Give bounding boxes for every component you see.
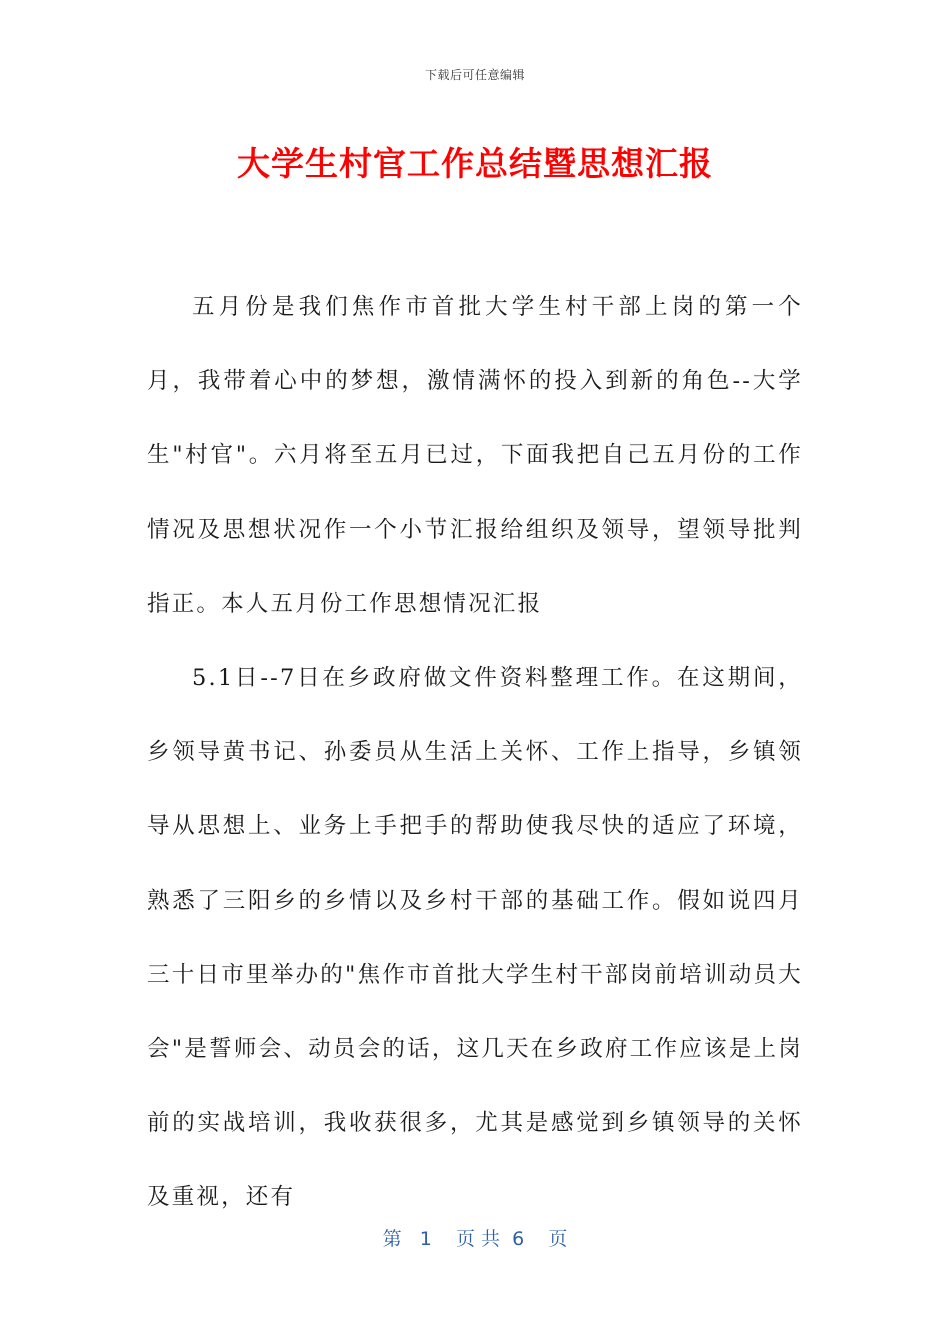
header-note: 下载后可任意编辑 xyxy=(424,68,525,82)
page-number-footer: 第 1 页 共 6 页 xyxy=(382,1228,568,1250)
paragraph: 五月份是我们焦作市首批大学生村干部上岗的第一个月，我带着心中的梦想，激情满怀的投入到新的角色--大学生"村官"。六月将至五月已过，下面我把自己五月份的工作情况及思想状况作一个小节汇报给组织及领导，望领导批判指正。本人五月份工作思想情况汇报 xyxy=(147,294,803,617)
paragraph: 5.1日--7日在乡政府做文件资料整理工作。在这期间，乡领导黄书记、孙委员从生活上关怀、工作上指导，乡镇领导从思想上、业务上手把手的帮助使我尽快的适应了环境，熟悉了三阳乡的乡情以及乡村干部的基础工作。假如说四月三十日市里举办的"焦作市首批大学生村干部岗前培训动员大会"是誓师会、动员会的话，这几天在乡政府工作应该是上岗前的实战培训，我收获很多，尤其是感觉到乡镇领导的关怀及重视，还有 xyxy=(147,665,803,1211)
document-title: 大学生村官工作总结暨思想汇报 xyxy=(237,144,713,183)
document-body xyxy=(147,270,803,1235)
